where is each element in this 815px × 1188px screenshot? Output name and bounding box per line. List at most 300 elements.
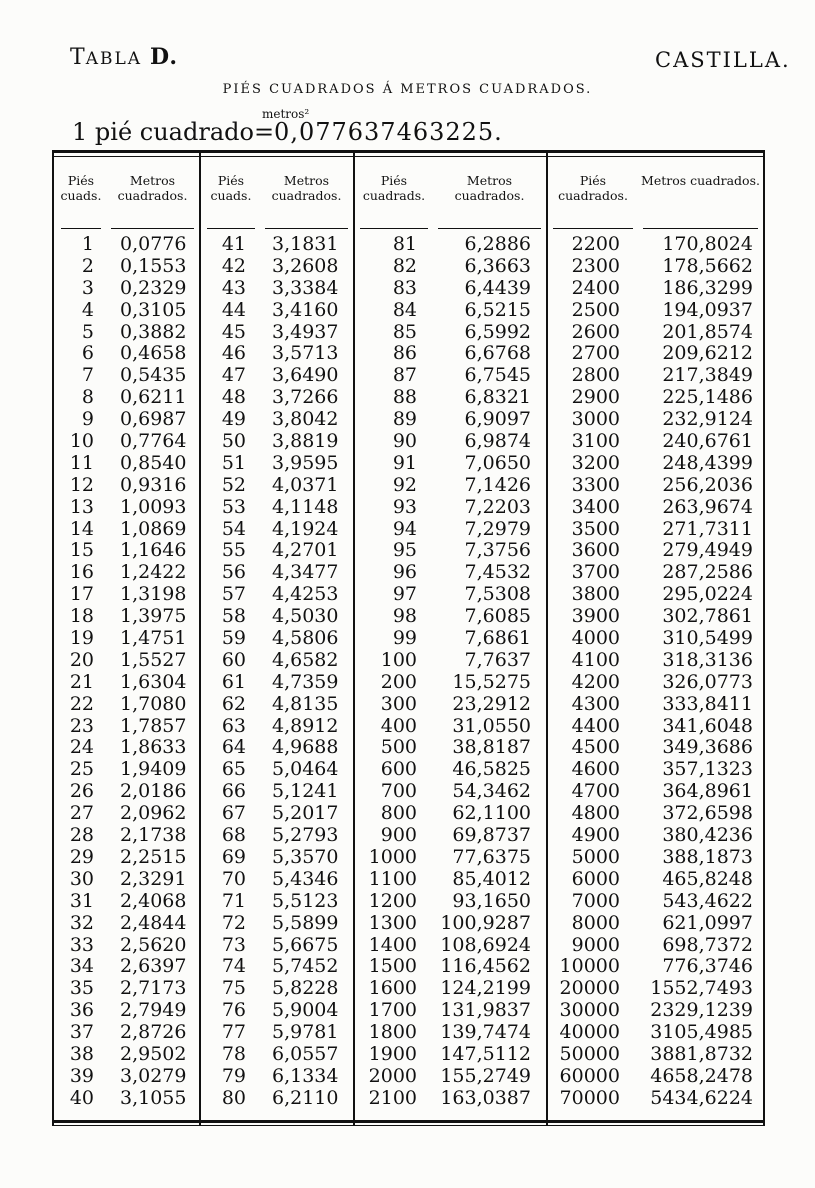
table-cell: 6,2886 <box>464 233 531 255</box>
table-cell: 54 <box>221 517 246 540</box>
table-cell: 49 <box>221 408 246 431</box>
table-cell: 4,9688 <box>272 736 339 759</box>
table-cell: 30000 <box>559 999 620 1022</box>
table-cell: 326,0773 <box>662 670 753 693</box>
table-cell: 2,4844 <box>120 911 187 934</box>
table-cell: 4,1148 <box>272 495 339 518</box>
table-cell: 116,4562 <box>440 955 531 978</box>
table-cell: 3,4937 <box>272 320 339 343</box>
table-cell: 46 <box>221 342 246 365</box>
table-cell: 2 <box>81 254 94 277</box>
table-cell: 89 <box>392 408 417 431</box>
table-cell: 96 <box>392 561 417 584</box>
table-cell: 2,3291 <box>120 867 187 890</box>
table-cell: 7,0650 <box>464 451 531 474</box>
column-cells <box>638 234 763 1110</box>
table-cell: 5 <box>81 320 94 343</box>
table-cell: 7,6085 <box>464 605 531 628</box>
table-cell: 6,0557 <box>272 1042 339 1065</box>
table-cell: 1600 <box>368 977 417 1000</box>
table-cell: 3000 <box>571 408 620 431</box>
table-cell: 36 <box>69 999 94 1022</box>
table-cell: 2,7949 <box>120 999 187 1022</box>
table-cell: 24 <box>69 736 94 759</box>
column-header: Metros cuadrados. <box>117 173 188 203</box>
table-cell: 5,9781 <box>272 1021 339 1044</box>
table-cell: 29 <box>69 845 94 868</box>
table-cell: 7000 <box>571 889 620 912</box>
table-cell: 0,4658 <box>120 342 187 365</box>
table-cell: 58 <box>221 605 246 628</box>
table-cell: 4,4253 <box>272 583 339 606</box>
table-cell: 4,1924 <box>272 517 339 540</box>
table-cell: 15 <box>69 539 94 562</box>
table-cell: 90 <box>392 430 417 453</box>
table-cell: 43 <box>221 276 246 299</box>
table-cell: 15,5275 <box>452 670 531 693</box>
table-cell: 100 <box>380 648 417 671</box>
table-cell: 38 <box>69 1042 94 1065</box>
table-cell: 2100 <box>368 1086 417 1109</box>
table-cell: 131,9837 <box>440 999 531 1022</box>
table-cell: 61 <box>221 670 246 693</box>
table-cell: 18 <box>69 605 94 628</box>
column-header: Piés cuadrads. <box>362 173 426 203</box>
table-cell: 2500 <box>571 298 620 321</box>
table-cell: 63 <box>221 714 246 737</box>
column-feet-1 <box>56 157 106 1120</box>
table-bottom-rule <box>52 1120 765 1123</box>
table-cell: 21 <box>69 670 94 693</box>
table-cell: 178,5662 <box>662 254 753 277</box>
table-cell: 77 <box>221 1021 246 1044</box>
table-cell: 3 <box>81 276 94 299</box>
header-rule <box>111 228 194 229</box>
table-cell: 4200 <box>571 670 620 693</box>
table-cell: 3,1055 <box>120 1086 187 1109</box>
table-cell: 3,7266 <box>272 386 339 409</box>
table-cell: 900 <box>380 824 417 847</box>
table-cell: 1,3198 <box>120 583 187 606</box>
table-cell: 19 <box>69 627 94 650</box>
header-rule <box>643 228 758 229</box>
table-cell: 263,9674 <box>662 495 753 518</box>
table-cell: 17 <box>69 583 94 606</box>
table-cell: 1200 <box>368 889 417 912</box>
table-cell: 3,2608 <box>272 254 339 277</box>
table-cell: 2000 <box>368 1064 417 1087</box>
table-cell: 0,8540 <box>120 451 187 474</box>
table-cell: 23,2912 <box>452 692 531 715</box>
table-cell: 34 <box>69 955 94 978</box>
table-cell: 372,6598 <box>662 802 753 825</box>
table-cell: 1000 <box>368 845 417 868</box>
table-cell: 621,0997 <box>662 911 753 934</box>
table-cell: 57 <box>221 583 246 606</box>
table-cell: 1,4751 <box>120 627 187 650</box>
table-cell: 1,8633 <box>120 736 187 759</box>
table-cell: 4,8912 <box>272 714 339 737</box>
table-cell: 1,6304 <box>120 670 187 693</box>
table-cell: 70000 <box>559 1086 620 1109</box>
table-cell: 2800 <box>571 364 620 387</box>
table-cell: 4100 <box>571 648 620 671</box>
table-cell: 5,5899 <box>272 911 339 934</box>
table-cell: 0,9316 <box>120 473 187 496</box>
column-metres-4 <box>638 157 763 1120</box>
table-cell: 7,4532 <box>464 561 531 584</box>
table-cell: 6,8321 <box>464 386 531 409</box>
table-cell: 302,7861 <box>662 605 753 628</box>
table-cell: 333,8411 <box>662 692 753 715</box>
table-cell: 91 <box>392 451 417 474</box>
table-cell: 0,1553 <box>120 254 187 277</box>
table-cell: 74 <box>221 955 246 978</box>
table-cell: 2400 <box>571 276 620 299</box>
table-cell: 3,3384 <box>272 276 339 299</box>
column-header: Metros cuadrados. <box>271 173 342 203</box>
table-cell: 8 <box>81 386 94 409</box>
table-cell: 4,3477 <box>272 561 339 584</box>
table-cell: 55 <box>221 539 246 562</box>
table-cell: 95 <box>392 539 417 562</box>
table-cell: 2,2515 <box>120 845 187 868</box>
column-cells <box>202 234 260 1110</box>
table-cell: 1,7080 <box>120 692 187 715</box>
table-cell: 62 <box>221 692 246 715</box>
table-cell: 4800 <box>571 802 620 825</box>
table-cell: 7,5308 <box>464 583 531 606</box>
table-cell: 232,9124 <box>662 408 753 431</box>
table-cell: 4700 <box>571 780 620 803</box>
table-cell: 8000 <box>571 911 620 934</box>
table-cell: 84 <box>392 298 417 321</box>
table-cell: 3700 <box>571 561 620 584</box>
table-cell: 318,3136 <box>662 648 753 671</box>
table-cell: 2300 <box>571 254 620 277</box>
table-cell: 271,7311 <box>662 517 753 540</box>
table-cell: 2,7173 <box>120 977 187 1000</box>
table-cell: 0,5435 <box>120 364 187 387</box>
table-cell: 1,7857 <box>120 714 187 737</box>
table-cell: 0,6987 <box>120 408 187 431</box>
table-cell: 800 <box>380 802 417 825</box>
table-cell: 23 <box>69 714 94 737</box>
table-cell: 2,1738 <box>120 824 187 847</box>
table-cell: 341,6048 <box>662 714 753 737</box>
table-cell: 4 <box>81 298 94 321</box>
table-cell: 79 <box>221 1064 246 1087</box>
table-cell: 2,0186 <box>120 780 187 803</box>
table-cell: 73 <box>221 933 246 956</box>
table-cell: 50000 <box>559 1042 620 1065</box>
table-cell: 72 <box>221 911 246 934</box>
table-cell: 28 <box>69 824 94 847</box>
table-cell: 3,1831 <box>272 233 339 255</box>
table-cell: 700 <box>380 780 417 803</box>
table-cell: 2329,1239 <box>650 999 753 1022</box>
table-cell: 2200 <box>571 233 620 255</box>
table-cell: 400 <box>380 714 417 737</box>
column-feet-4 <box>548 157 638 1120</box>
table-cell: 1,3975 <box>120 605 187 628</box>
table-cell: 776,3746 <box>662 955 753 978</box>
table-cell: 13 <box>69 495 94 518</box>
table-cell: 40 <box>69 1086 94 1109</box>
table-cell: 4400 <box>571 714 620 737</box>
table-cell: 81 <box>392 233 417 255</box>
table-cell: 0,6211 <box>120 386 187 409</box>
table-cell: 5,0464 <box>272 758 339 781</box>
table-cell: 5,2017 <box>272 802 339 825</box>
table-cell: 3,6490 <box>272 364 339 387</box>
table-cell: 5,8228 <box>272 977 339 1000</box>
table-cell: 1552,7493 <box>650 977 753 1000</box>
table-cell: 6,4439 <box>464 276 531 299</box>
table-cell: 93 <box>392 495 417 518</box>
table-cell: 1500 <box>368 955 417 978</box>
table-cell: 38,8187 <box>452 736 531 759</box>
table-cell: 41 <box>221 233 246 255</box>
table-cell: 31,0550 <box>452 714 531 737</box>
header-rule <box>438 228 541 229</box>
table-cell: 3200 <box>571 451 620 474</box>
table-cell: 48 <box>221 386 246 409</box>
table-cell: 3,8819 <box>272 430 339 453</box>
table-cell: 1,0869 <box>120 517 187 540</box>
table-cell: 7,2203 <box>464 495 531 518</box>
table-cell: 60 <box>221 648 246 671</box>
table-cell: 71 <box>221 889 246 912</box>
conversion-formula <box>72 118 503 146</box>
column-cells <box>260 234 353 1110</box>
table-cell: 88 <box>392 386 417 409</box>
table-cell: 108,6924 <box>440 933 531 956</box>
table-cell: 364,8961 <box>662 780 753 803</box>
table-cell: 12 <box>69 473 94 496</box>
table-cell: 0,2329 <box>120 276 187 299</box>
column-feet-3 <box>355 157 433 1120</box>
column-header: Piés cuads. <box>210 173 252 203</box>
table-cell: 93,1650 <box>452 889 531 912</box>
table-cell: 20 <box>69 648 94 671</box>
table-cell: 2,4068 <box>120 889 187 912</box>
table-cell: 5,9004 <box>272 999 339 1022</box>
table-cell: 56 <box>221 561 246 584</box>
table-cell: 225,1486 <box>662 386 753 409</box>
table-cell: 66 <box>221 780 246 803</box>
table-cell: 35 <box>69 977 94 1000</box>
table-cell: 6,2110 <box>272 1086 339 1109</box>
table-cell: 99 <box>392 627 417 650</box>
table-cell: 349,3686 <box>662 736 753 759</box>
table-cell: 6,7545 <box>464 364 531 387</box>
table-cell: 54,3462 <box>452 780 531 803</box>
table-cell: 3600 <box>571 539 620 562</box>
table-cell: 6,9874 <box>464 430 531 453</box>
table-cell: 1900 <box>368 1042 417 1065</box>
column-header: Metros cuadrados. <box>641 173 760 188</box>
table-cell: 4900 <box>571 824 620 847</box>
table-cell: 256,2036 <box>662 473 753 496</box>
table-cell: 70 <box>221 867 246 890</box>
header-rule <box>360 228 428 229</box>
conversion-eq: = <box>253 118 275 146</box>
table-cell: 310,5499 <box>662 627 753 650</box>
table-cell: 6,6768 <box>464 342 531 365</box>
table-cell: 98 <box>392 605 417 628</box>
table-cell: 0,0776 <box>120 233 187 255</box>
table-cell: 3,9595 <box>272 451 339 474</box>
table-cell: 85 <box>392 320 417 343</box>
table-cell: 2,8726 <box>120 1021 187 1044</box>
table-cell: 14 <box>69 517 94 540</box>
table-cell: 45 <box>221 320 246 343</box>
table-cell: 40000 <box>559 1021 620 1044</box>
table-cell: 600 <box>380 758 417 781</box>
table-cell: 3500 <box>571 517 620 540</box>
table-cell: 27 <box>69 802 94 825</box>
table-cell: 86 <box>392 342 417 365</box>
table-cell: 1100 <box>368 867 417 890</box>
table-cell: 357,1323 <box>662 758 753 781</box>
table-cell: 3,4160 <box>272 298 339 321</box>
conversion-rhs: 0,077637463225. <box>274 118 503 146</box>
page-subtitle: PIÉS CUADRADOS Á METROS CUADRADOS. <box>222 82 593 97</box>
table-cell: 32 <box>69 911 94 934</box>
table-cell: 186,3299 <box>662 276 753 299</box>
table-cell: 37 <box>69 1021 94 1044</box>
table-cell: 16 <box>69 561 94 584</box>
table-cell: 3105,4985 <box>650 1021 753 1044</box>
table-cell: 68 <box>221 824 246 847</box>
table-cell: 6 <box>81 342 94 365</box>
table-cell: 543,4622 <box>662 889 753 912</box>
table-cell: 77,6375 <box>452 845 531 868</box>
table-cell: 155,2749 <box>440 1064 531 1087</box>
table-cell: 6,1334 <box>272 1064 339 1087</box>
table-cell: 20000 <box>559 977 620 1000</box>
table-label: TABLA D. <box>70 44 178 70</box>
table-cell: 2,0962 <box>120 802 187 825</box>
table-cell: 1700 <box>368 999 417 1022</box>
table-cell: 5434,6224 <box>650 1086 753 1109</box>
table-cell: 6,3663 <box>464 254 531 277</box>
table-cell: 5,4346 <box>272 867 339 890</box>
table-cell: 25 <box>69 758 94 781</box>
table-cell: 5,1241 <box>272 780 339 803</box>
column-metres-1 <box>106 157 199 1120</box>
table-cell: 287,2586 <box>662 561 753 584</box>
table-cell: 1 <box>81 233 94 255</box>
table-cell: 7,7637 <box>464 648 531 671</box>
table-cell: 388,1873 <box>662 845 753 868</box>
table-cell: 5,5123 <box>272 889 339 912</box>
table-border-left <box>52 150 54 1126</box>
table-cell: 3,8042 <box>272 408 339 431</box>
table-cell: 7,3756 <box>464 539 531 562</box>
table-cell: 76 <box>221 999 246 1022</box>
table-cell: 60000 <box>559 1064 620 1087</box>
table-cell: 46,5825 <box>452 758 531 781</box>
table-cell: 62,1100 <box>452 802 531 825</box>
table-cell: 47 <box>221 364 246 387</box>
column-cells <box>355 234 433 1110</box>
table-cell: 22 <box>69 692 94 715</box>
table-cell: 147,5112 <box>440 1042 531 1065</box>
table-cell: 39 <box>69 1064 94 1087</box>
table-cell: 3900 <box>571 605 620 628</box>
table-cell: 87 <box>392 364 417 387</box>
table-cell: 0,3882 <box>120 320 187 343</box>
table-cell: 3,5713 <box>272 342 339 365</box>
table-cell: 4500 <box>571 736 620 759</box>
table-cell: 67 <box>221 802 246 825</box>
table-cell: 69,8737 <box>452 824 531 847</box>
header-rule <box>265 228 348 229</box>
table-cell: 5,6675 <box>272 933 339 956</box>
table-cell: 6,5215 <box>464 298 531 321</box>
table-cell: 194,0937 <box>662 298 753 321</box>
table-cell: 42 <box>221 254 246 277</box>
column-header: Piés cuads. <box>60 173 102 203</box>
table-cell: 3881,8732 <box>650 1042 753 1065</box>
table-cell: 100,9287 <box>440 911 531 934</box>
table-cell: 279,4949 <box>662 539 753 562</box>
table-cell: 4,5030 <box>272 605 339 628</box>
table-cell: 31 <box>69 889 94 912</box>
table-top-rule <box>52 150 765 153</box>
table-cell: 44 <box>221 298 246 321</box>
table-cell: 2900 <box>571 386 620 409</box>
column-metres-2 <box>260 157 353 1120</box>
table-cell: 300 <box>380 692 417 715</box>
table-cell: 163,0387 <box>440 1086 531 1109</box>
table-cell: 7,6861 <box>464 627 531 650</box>
table-cell: 1800 <box>368 1021 417 1044</box>
table-cell: 4,2701 <box>272 539 339 562</box>
table-cell: 85,4012 <box>452 867 531 890</box>
table-cell: 52 <box>221 473 246 496</box>
table-cell: 92 <box>392 473 417 496</box>
table-border-right <box>763 150 765 1126</box>
table-cell: 4,7359 <box>272 670 339 693</box>
table-cell: 1,1646 <box>120 539 187 562</box>
table-cell: 4,8135 <box>272 692 339 715</box>
table-cell: 83 <box>392 276 417 299</box>
table-cell: 465,8248 <box>662 867 753 890</box>
table-cell: 4600 <box>571 758 620 781</box>
table-cell: 0,3105 <box>120 298 187 321</box>
table-bottom-rule-thin <box>52 1125 765 1126</box>
conversion-lhs: 1 pié cuadrado <box>72 118 254 146</box>
header-rule <box>61 228 101 229</box>
table-cell: 698,7372 <box>662 933 753 956</box>
table-cell: 1,9409 <box>120 758 187 781</box>
table-cell: 2,6397 <box>120 955 187 978</box>
table-cell: 2,9502 <box>120 1042 187 1065</box>
table-cell: 4,5806 <box>272 627 339 650</box>
region-title: CASTILLA. <box>655 48 791 72</box>
table-cell: 7,2979 <box>464 517 531 540</box>
table-cell: 64 <box>221 736 246 759</box>
table-cell: 3400 <box>571 495 620 518</box>
table-cell: 209,6212 <box>662 342 753 365</box>
table-cell: 69 <box>221 845 246 868</box>
table-cell: 1,0093 <box>120 495 187 518</box>
table-cell: 65 <box>221 758 246 781</box>
table-cell: 2600 <box>571 320 620 343</box>
